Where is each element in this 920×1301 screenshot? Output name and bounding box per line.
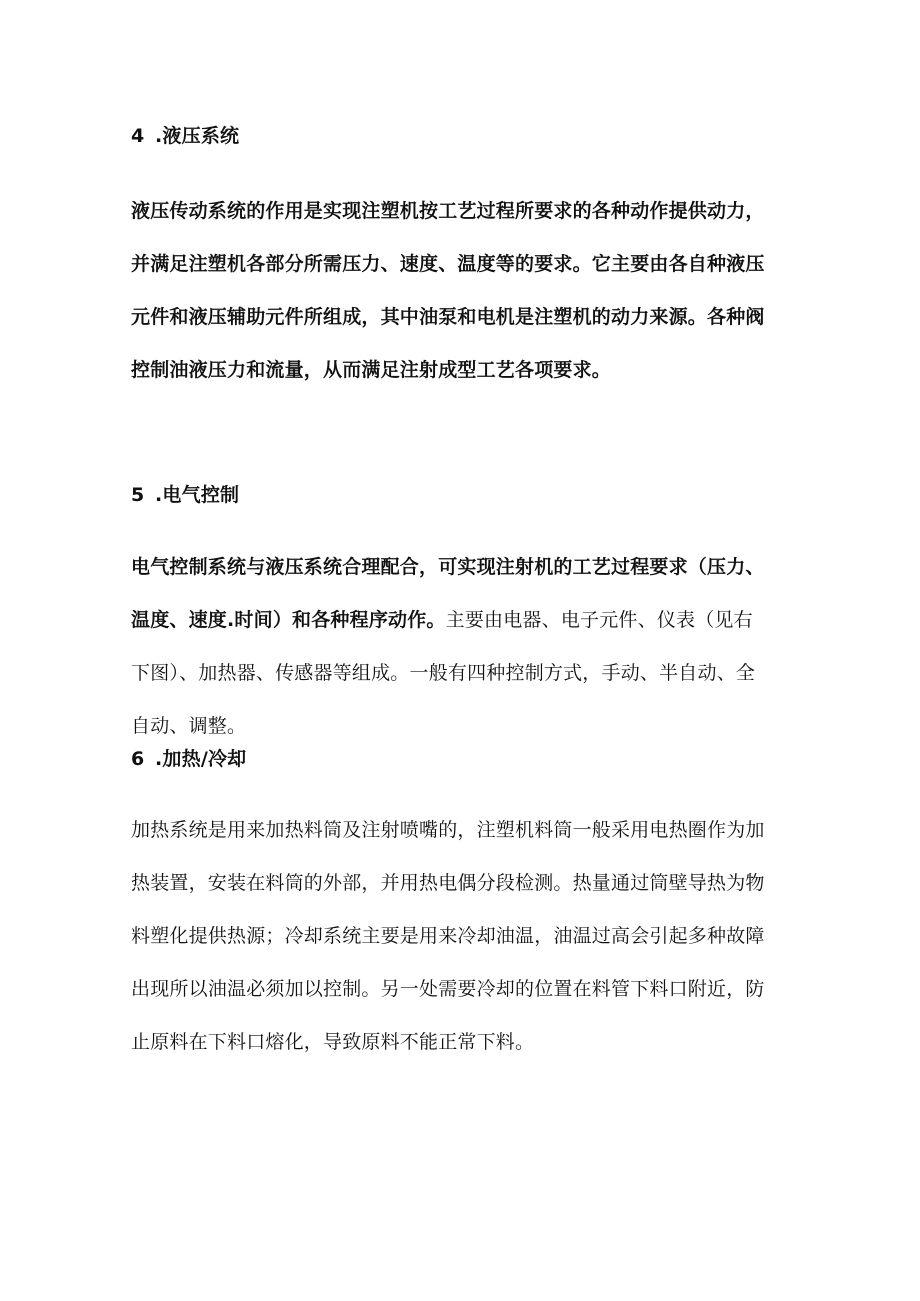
paragraph-line: 出现所以油温必须加以控制。另一处需要冷却的位置在料管下料口附近，防: [131, 978, 765, 1000]
section-5-paragraph: [131, 541, 803, 753]
section-6-heading: [131, 744, 803, 774]
section-4-paragraph: [131, 185, 803, 397]
paragraph-line: 料塑化提供热源；冷却系统主要是用来冷却油温，油温过高会引起多种故障: [131, 925, 765, 947]
section-4-heading: [131, 121, 803, 151]
section-6-number: 6: [131, 748, 145, 770]
paragraph-line: 下图）、加热器、传感器等组成。一般有四种控制方式，手动、半自动、全: [131, 662, 756, 684]
paragraph-line: 自动、调整。: [131, 715, 247, 737]
section-4-title: .液压系统: [155, 125, 240, 147]
paragraph-line: 元件和液压辅助元件所组成，其中油泵和电机是注塑机的动力来源。各种阀: [131, 306, 765, 328]
section-5-number: 5: [131, 484, 145, 506]
paragraph-line: 电气控制系统与液压系统合理配合，可实现注射机的工艺过程要求（压力、: [131, 556, 765, 578]
paragraph-line-mixed: [131, 594, 803, 647]
normal-segment: 主要由电器、电子元件、仪表（见右: [445, 609, 753, 631]
paragraph-line: 止原料在下料口熔化，导致原料不能正常下料。: [131, 1031, 535, 1053]
bold-segment: 温度、速度.时间）和各种程序动作。: [131, 609, 446, 631]
paragraph-line: 热装置，安装在料筒的外部，并用热电偶分段检测。热量通过筒壁导热为物: [131, 872, 765, 894]
paragraph-line: 控制油液压力和流量，从而满足注射成型工艺各项要求。: [131, 359, 612, 381]
section-5-title: .电气控制: [155, 484, 240, 506]
section-5-heading: [131, 480, 803, 510]
paragraph-line: 加热系统是用来加热料筒及注射喷嘴的，注塑机料筒一般采用电热圈作为加: [131, 819, 765, 841]
section-4-number: 4: [131, 125, 145, 147]
paragraph-line: 液压传动系统的作用是实现注塑机按工艺过程所要求的各种动作提供动力，: [131, 200, 765, 222]
section-6-paragraph: [131, 804, 803, 1069]
paragraph-line: 并满足注塑机各部分所需压力、速度、温度等的要求。它主要由各自种液压: [131, 253, 765, 275]
section-6-title: .加热/冷却: [155, 748, 247, 770]
